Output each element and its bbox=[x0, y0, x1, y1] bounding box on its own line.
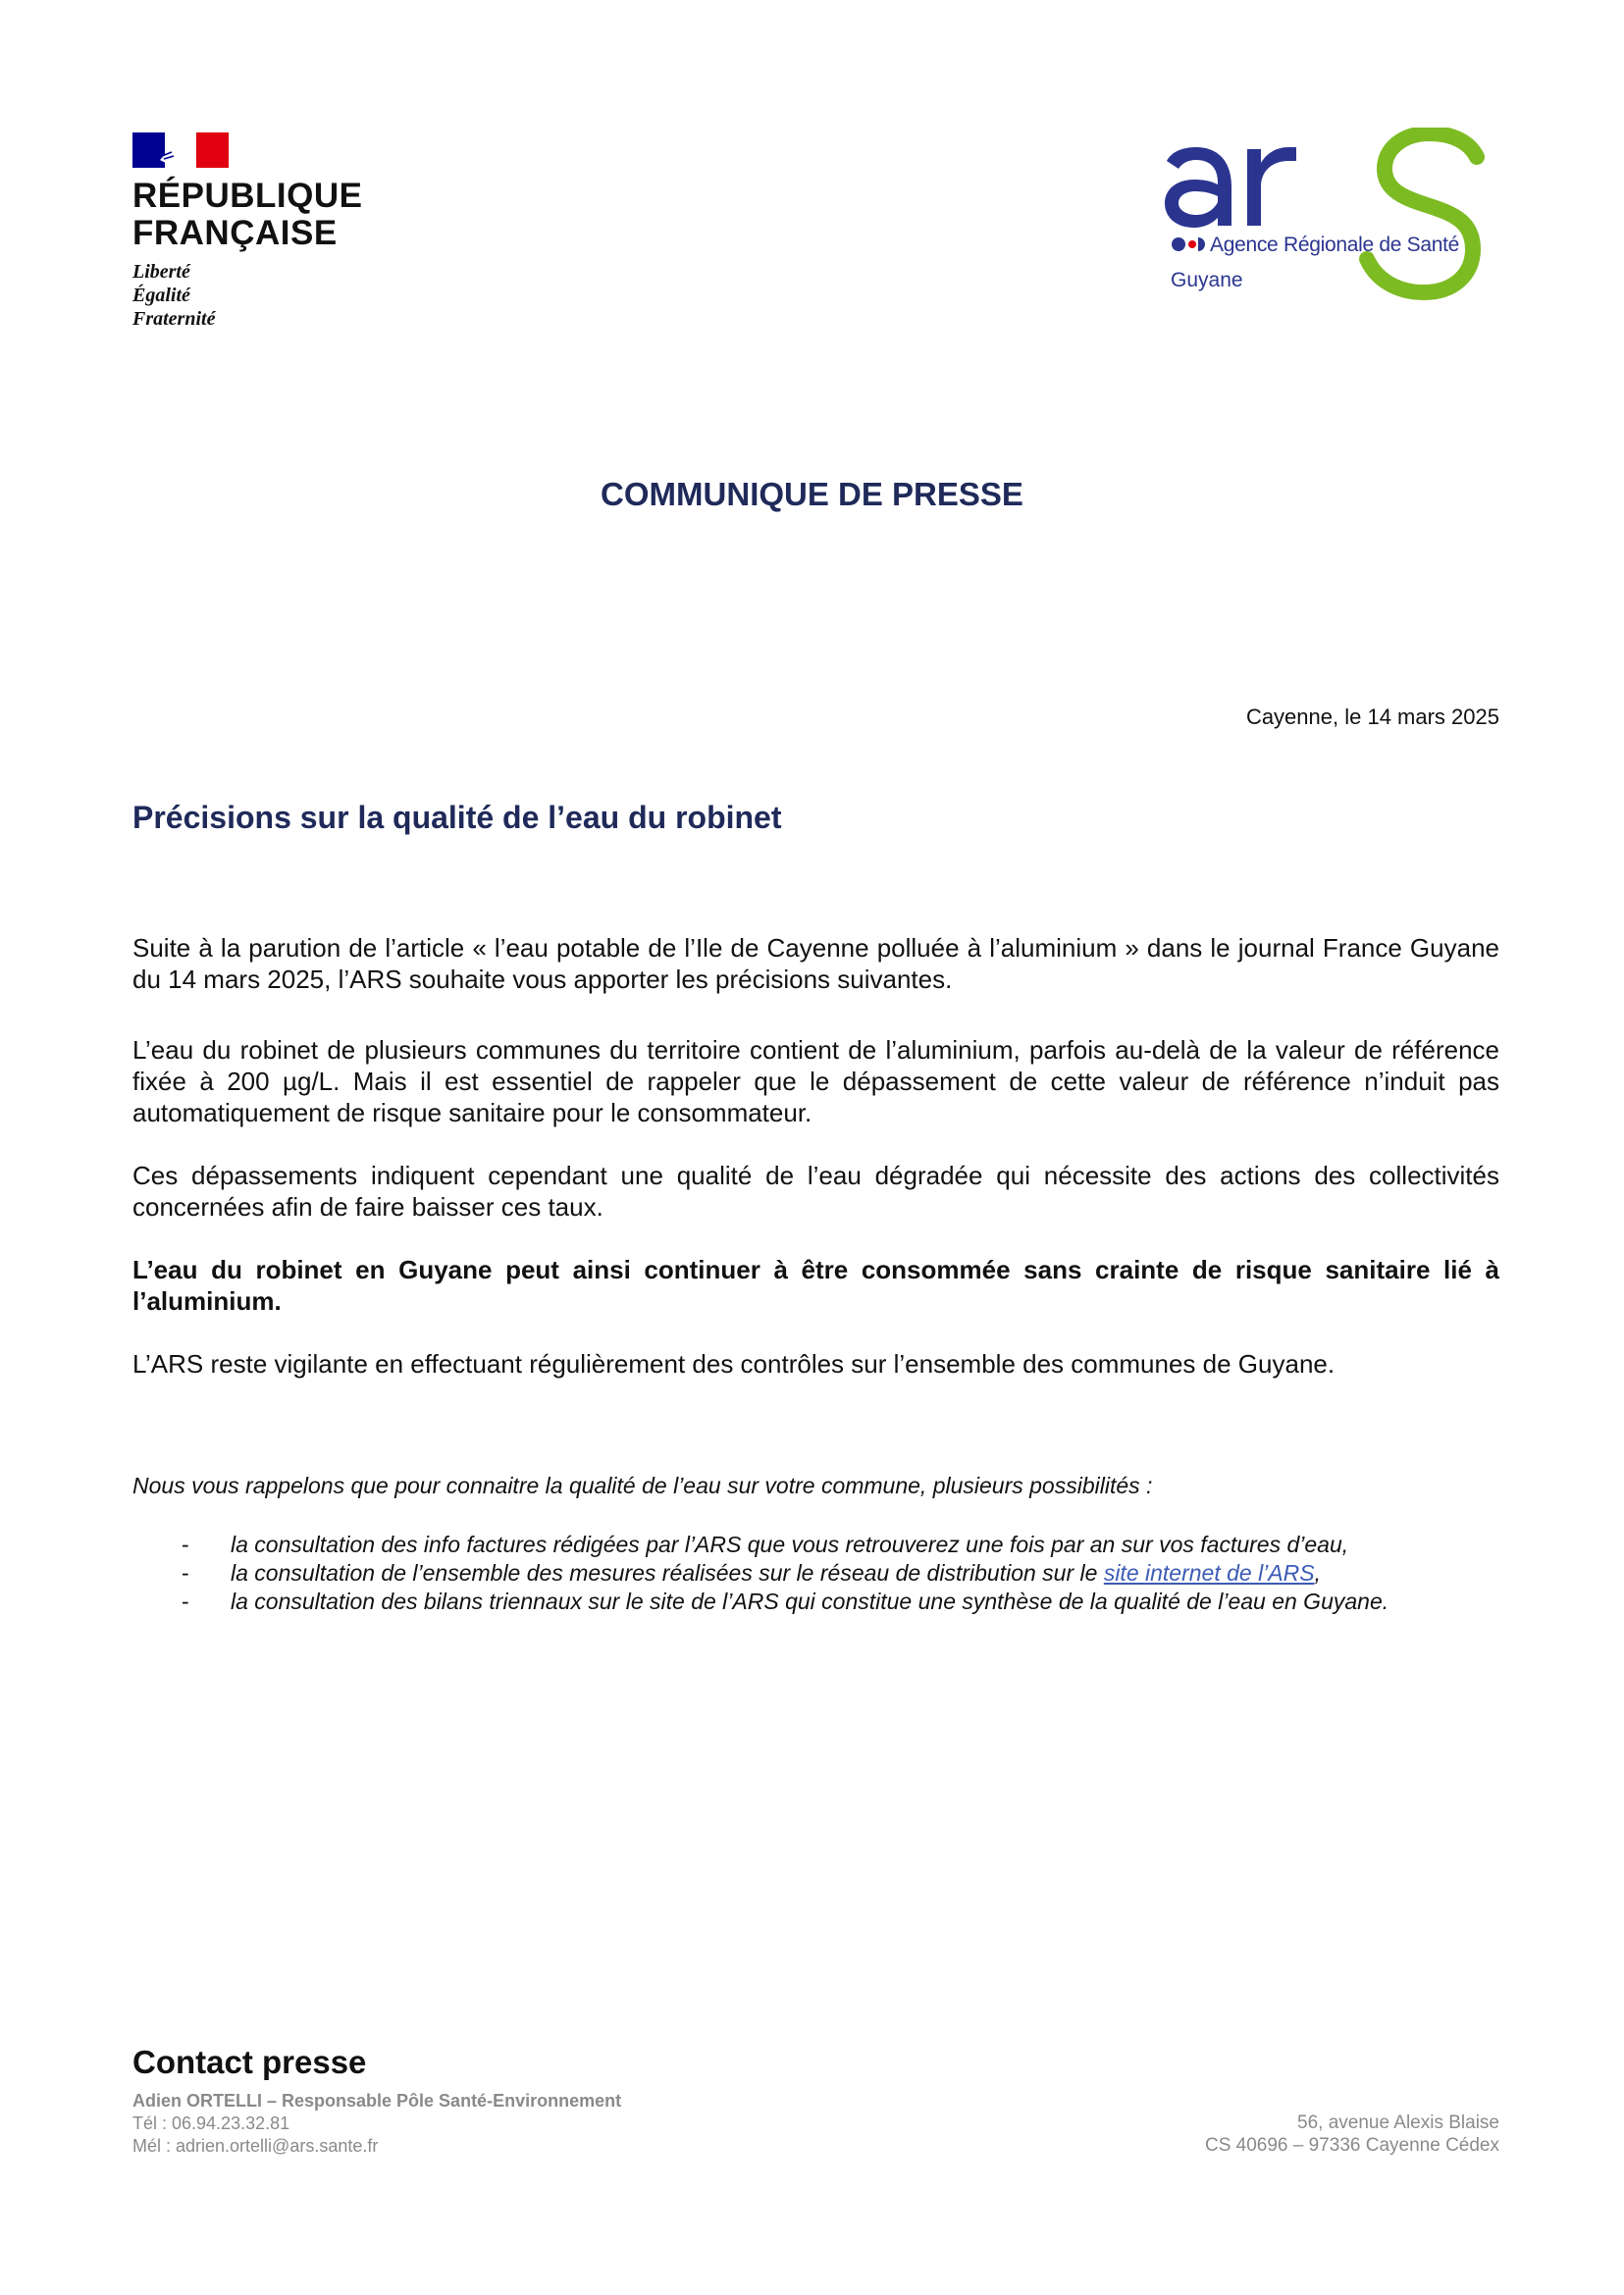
paragraph-4-bold bbox=[132, 1254, 1499, 1317]
contact-details bbox=[132, 2090, 621, 2158]
list-item bbox=[132, 1588, 1526, 1616]
ars-agency-text: Agence Régionale de Santé bbox=[1210, 234, 1460, 256]
paragraph-4-text: L’eau du robinet en Guyane peut ainsi continuer à être consommée sans crainte de risque sanitaire lié à l’aluminium. bbox=[132, 1255, 1499, 1316]
republique-name bbox=[132, 178, 388, 252]
document-heading: Précisions sur la qualité de l’eau du robinet bbox=[132, 800, 782, 835]
paragraph-5-text: L’ARS reste vigilante en effectuant régulièrement des contrôles sur l’ensemble des communes de Guyane. bbox=[132, 1349, 1336, 1379]
contact-title: Contact presse bbox=[132, 2044, 367, 2080]
list-item-trailing: , bbox=[1314, 1560, 1321, 1586]
paragraph-3 bbox=[132, 1160, 1499, 1223]
list-item-text: la consultation de l’ensemble des mesures réalisées sur le réseau de distribution sur le bbox=[231, 1560, 1104, 1586]
paragraph-1-text: Suite à la parution de l’article « l’eau potable de l’Ile de Cayenne polluée à l’aluminium » dans le journal France Guyane du 14 mars 2025, l’ARS souhaite vous apporter les précisions suivantes. bbox=[132, 933, 1499, 994]
republique-motto bbox=[132, 260, 388, 331]
paragraph-3-text: Ces dépassements indiquent cependant une qualité de l’eau dégradée qui nécessite des actions des collectivités concernées afin de faire baisser ces taux. bbox=[132, 1161, 1499, 1222]
address-line1: 56, avenue Alexis Blaise bbox=[1297, 2112, 1499, 2133]
possibilities-list bbox=[132, 1531, 1526, 1616]
document-date: Cayenne, le 14 mars 2025 bbox=[1245, 704, 1499, 729]
motto-egalite: Égalité bbox=[132, 285, 190, 306]
address-block bbox=[1205, 2112, 1499, 2157]
document-type-title: COMMUNIQUE DE PRESSE bbox=[601, 476, 1023, 512]
republique-line2: FRANÇAISE bbox=[132, 214, 338, 252]
ars-region: Guyane bbox=[1171, 269, 1243, 291]
marianne-flag-icon bbox=[132, 132, 229, 168]
paragraph-5 bbox=[132, 1348, 1499, 1380]
contact-phone: Tél : 06.94.23.32.81 bbox=[132, 2113, 290, 2133]
paragraph-1 bbox=[132, 932, 1499, 995]
dash-bullet-icon: - bbox=[182, 1532, 189, 1557]
reminder-text: Nous vous rappelons que pour connaitre la qualité de l’eau sur votre commune, plusieurs possibilités : bbox=[132, 1473, 1153, 1498]
list-item bbox=[132, 1531, 1526, 1559]
republique-francaise-logo bbox=[132, 132, 388, 331]
contact-name: Adien ORTELLI – Responsable Pôle Santé-Environnement bbox=[132, 2091, 622, 2111]
motto-liberte: Liberté bbox=[132, 261, 190, 283]
address-line2: CS 40696 – 97336 Cayenne Cédex bbox=[1204, 2135, 1499, 2156]
list-item bbox=[132, 1559, 1526, 1588]
list-item-text: la consultation des info factures rédigées par l’ARS que vous retrouverez une fois par an sur vos factures d’eau, bbox=[231, 1532, 1349, 1557]
motto-fraternite: Fraternité bbox=[132, 308, 216, 330]
republique-line1: RÉPUBLIQUE bbox=[132, 177, 363, 215]
ars-logo bbox=[1163, 128, 1496, 324]
list-item-text: la consultation des bilans triennaux sur le site de l’ARS qui constitue une synthèse de la qualité de l’eau en Guyane. bbox=[231, 1589, 1389, 1614]
dash-bullet-icon: - bbox=[182, 1589, 189, 1614]
dash-bullet-icon: - bbox=[182, 1560, 189, 1586]
paragraph-2-text: L’eau du robinet de plusieurs communes du territoire contient de l’aluminium, parfois au-delà de la valeur de référence fixée à 200 µg/L. Mais il est essentiel de rappeler que le dépassement de cette valeur de référence n’induit pas automatiquement de risque sanitaire pour le consommateur. bbox=[132, 1035, 1499, 1127]
ars-agency-name bbox=[1171, 234, 1459, 257]
ars-dots-icon bbox=[1171, 236, 1210, 252]
ars-letters-icon bbox=[1163, 128, 1496, 324]
contact-email: Mél : adrien.ortelli@ars.sante.fr bbox=[132, 2136, 379, 2156]
paragraph-2 bbox=[132, 1034, 1499, 1128]
ars-website-link[interactable]: site internet de l’ARS bbox=[1103, 1560, 1315, 1586]
